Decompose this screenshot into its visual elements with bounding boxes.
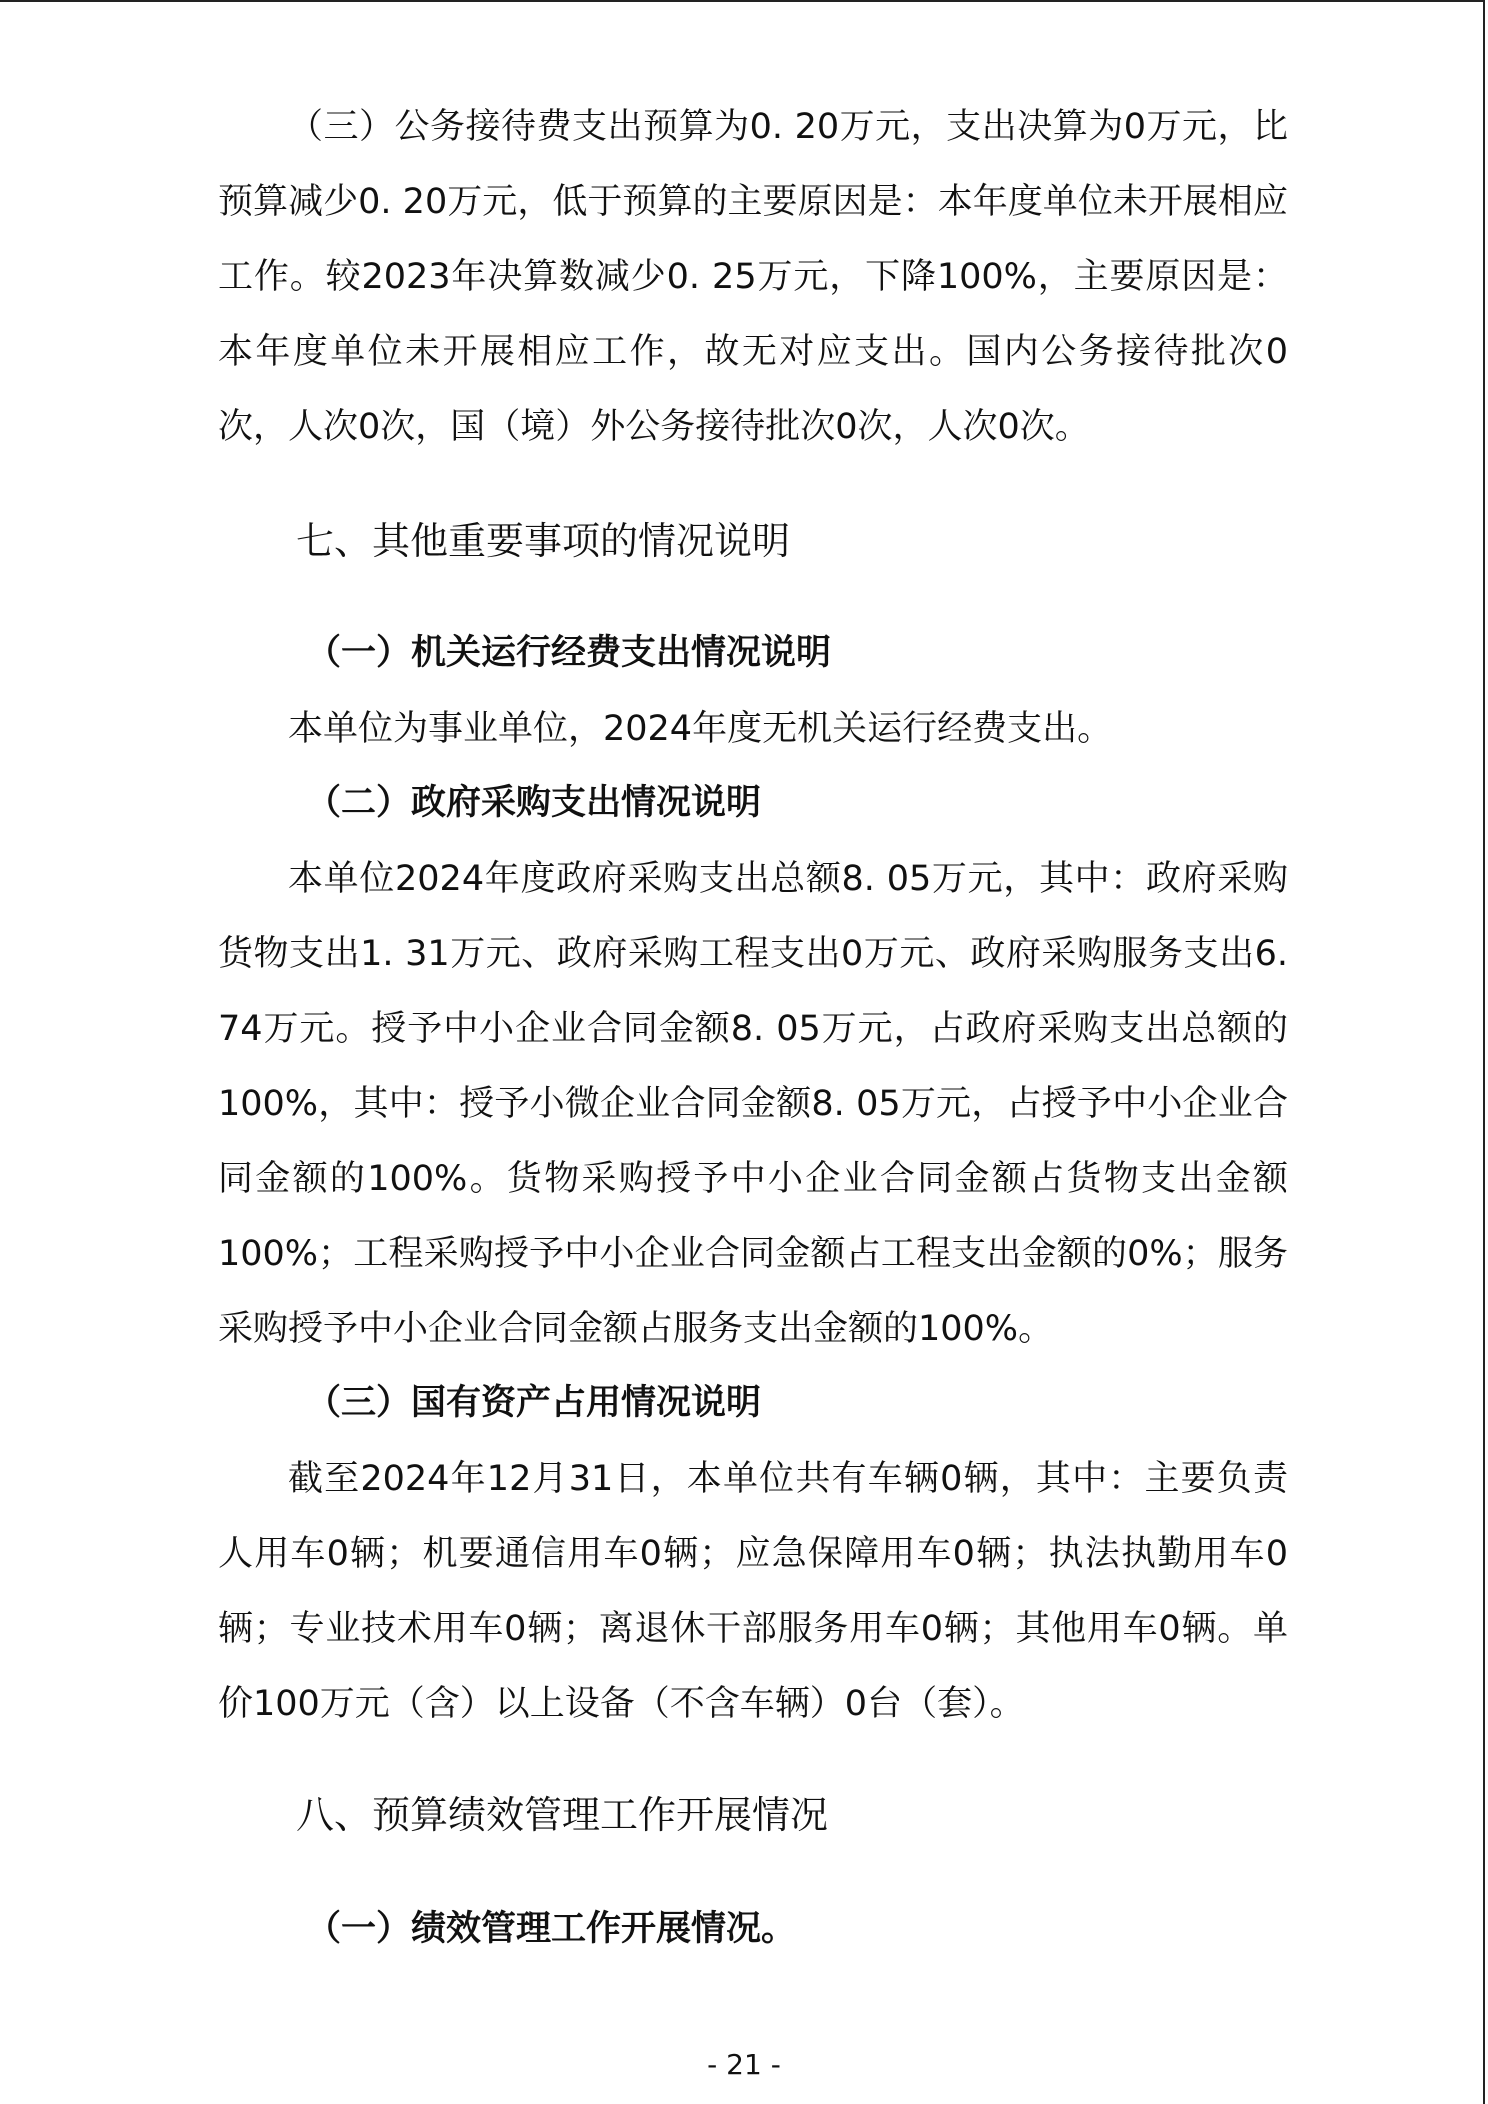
paragraph-operating-expense: 本单位为事业单位，2024年度无机关运行经费支出。 bbox=[288, 709, 1113, 749]
subheading-state-assets: （三）国有资产占用情况说明 bbox=[306, 1383, 762, 1423]
paragraph-state-assets: 截至2024年12月31日，本单位共有车辆0辆，其中：主要负责人用车0辆；机要通信用车0辆；应急保障用车0辆；执法执勤用车0辆；专业技术用车0辆；离退休干部服务用车0辆；其他用车0辆。单价100万元（含）以上设备（不含车辆）0台（套）。 bbox=[218, 1459, 1288, 1724]
subheading-government-procurement: （二）政府采购支出情况说明 bbox=[306, 783, 762, 823]
section-heading-performance-management: 八、预算绩效管理工作开展情况 bbox=[296, 1793, 829, 1837]
page-number: - 21 - bbox=[707, 2048, 781, 2081]
paragraph-reception-expense: （三）公务接待费支出预算为0. 20万元，支出决算为0万元，比预算减少0. 20万元，低于预算的主要原因是：本年度单位未开展相应工作。较2023年决算数减少0. 25万元，下降100%，主要原因是：本年度单位未开展相应工作，故无对应支出。国内公务接待批次0次，人次0次，国（境）外公务接待批次0次，人次0次。 bbox=[218, 107, 1288, 447]
paragraph-government-procurement: 本单位2024年度政府采购支出总额8. 05万元，其中：政府采购货物支出1. 31万元、政府采购工程支出0万元、政府采购服务支出6. 74万元。授予中小企业合同金额8. 05万元，占政府采购支出总额的100%，其中：授予小微企业合同金额8. 05万元，占授予中小企业合同金额的100%。货物采购授予中小企业合同金额占货物支出金额100%；工程采购授予中小企业合同金额占工程支出金额的0%；服务采购授予中小企业合同金额占服务支出金额的100%。 bbox=[218, 859, 1288, 1349]
section-heading-other-matters: 七、其他重要事项的情况说明 bbox=[296, 519, 791, 563]
subheading-performance-work: （一）绩效管理工作开展情况。 bbox=[306, 1909, 797, 1949]
subheading-operating-expense: （一）机关运行经费支出情况说明 bbox=[306, 633, 832, 673]
